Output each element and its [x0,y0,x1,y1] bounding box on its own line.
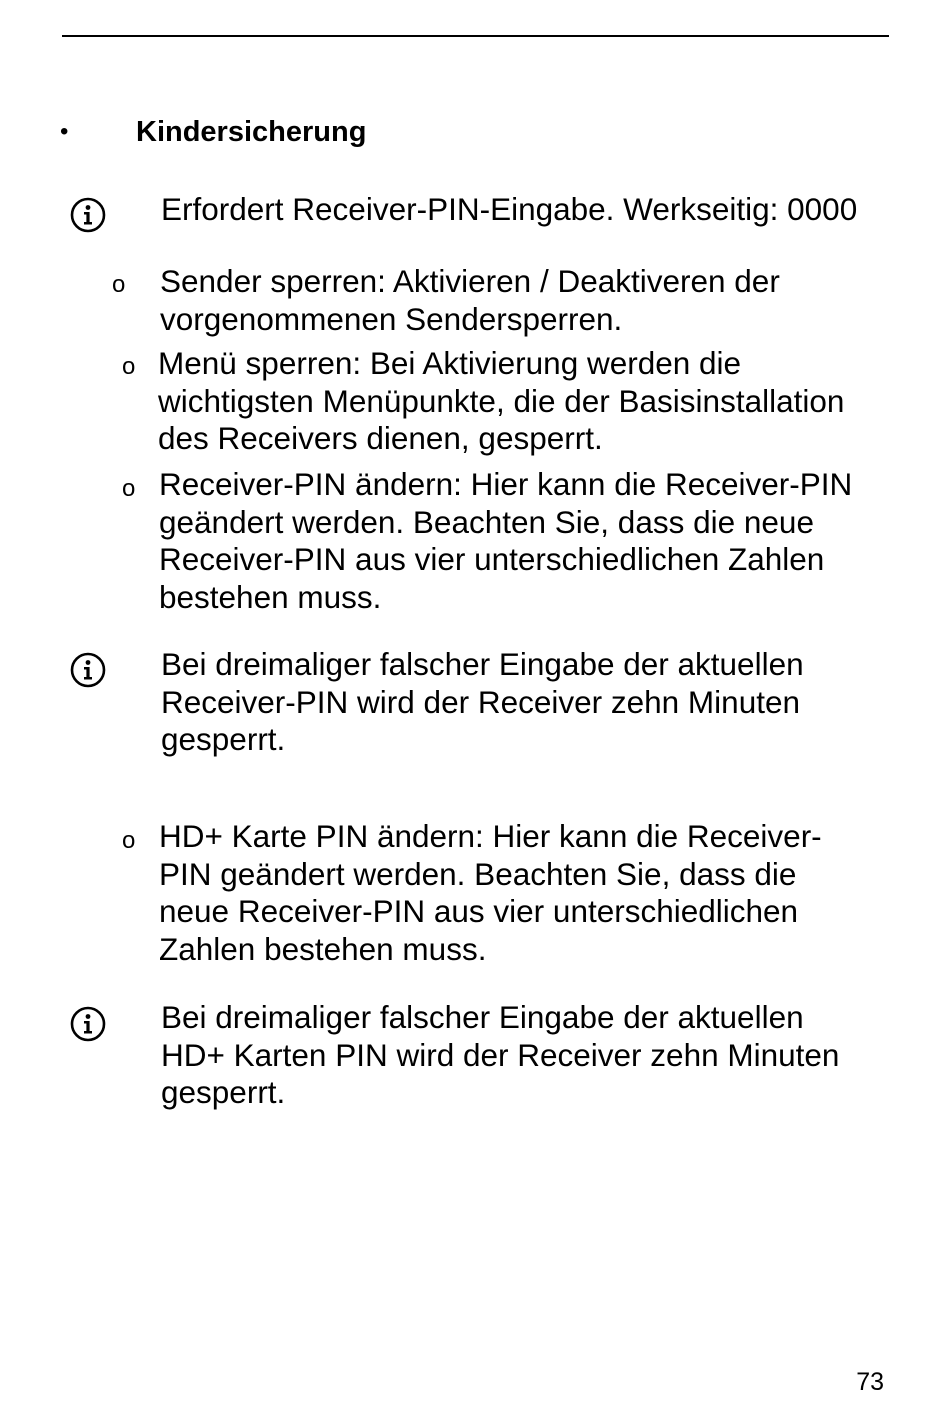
item-line: HD+ Karte PIN ändern: Hier kann die Receiver- [159,818,822,854]
note-receiver-pin-lock [161,646,804,759]
info-icon [70,652,106,688]
item-line: des Receivers dienen, gesperrt. [158,420,603,456]
note-required-pin [161,191,857,229]
note-line: Bei dreimaliger falscher Eingabe der aktuellen [161,646,804,682]
heading-bullet: • [60,118,69,145]
item-line: geändert werden. Beachten Sie, dass die neue [159,503,814,540]
note-line: HD+ Karten PIN wird der Receiver zehn Minuten [161,1036,840,1073]
note-line: Erfordert Receiver-PIN-Eingabe. Werkseitig: 0000 [161,191,858,227]
info-icon [70,1006,106,1042]
header-rule [62,35,889,37]
note-line: gesperrt. [161,1074,286,1110]
item-line: Receiver-PIN aus vier unterschiedlichen Zahlen [159,541,825,577]
list-item-receiver-pin-aendern [159,466,852,616]
info-icon [70,197,106,233]
note-line: gesperrt. [161,721,286,757]
list-marker: o [122,827,136,854]
item-line: Menü sperren: Bei Aktivierung werden die [158,345,742,381]
section-title: Kindersicherung [136,116,367,148]
list-item-hd-karte-pin-aendern [159,818,822,968]
item-line: neue Receiver-PIN aus vier unterschiedlichen [159,893,799,929]
list-marker: o [122,475,136,502]
list-marker: o [122,353,136,380]
item-line: wichtigsten Menüpunkte, die der Basisinstallation [158,382,845,419]
note-hd-card-pin-lock [161,999,839,1112]
page-number: 73 [856,1368,884,1396]
note-line: Bei dreimaliger falscher Eingabe der aktuellen [161,999,804,1035]
item-line: bestehen muss. [159,578,382,615]
item-line: Zahlen bestehen muss. [159,930,487,967]
item-line: PIN geändert werden. Beachten Sie, dass die [159,855,797,892]
note-line: Receiver-PIN wird der Receiver zehn Minuten [161,683,800,720]
item-line: Sender sperren: Aktivieren / Deaktiveren der [160,263,780,299]
list-item-sender-sperren [160,263,780,338]
list-marker: o [112,271,126,298]
item-line: vorgenommenen Sendersperren. [160,300,623,337]
item-line: Receiver-PIN ändern: Hier kann die Receiver-PIN [159,466,853,502]
list-item-menue-sperren [158,345,844,458]
